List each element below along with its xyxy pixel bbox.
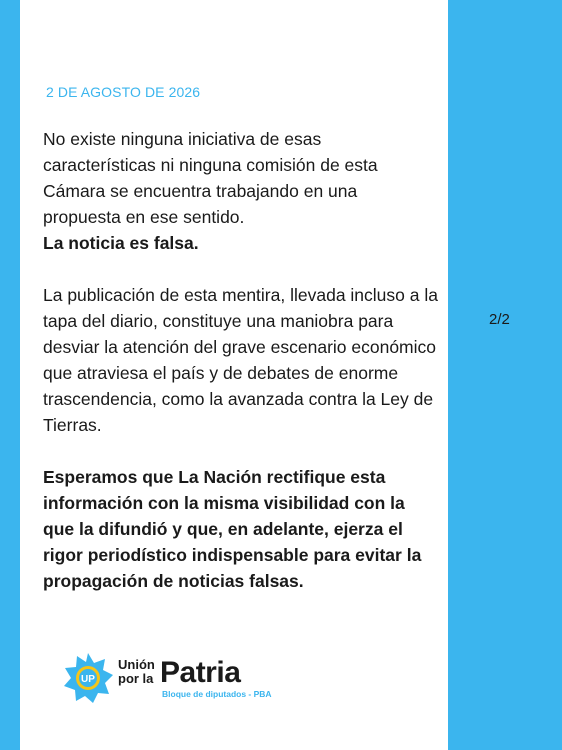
logo-line-2: por la (118, 671, 154, 686)
paragraph-1-bold: La noticia es falsa. (43, 233, 199, 253)
logo-subtitle: Bloque de diputados - PBA (162, 689, 272, 699)
paragraph-3: Esperamos que La Nación rectifique esta información con la misma visibilidad con la que la difundió y que, en adelante, ejerza el rigor periodístico indispensable para evitar la propagación de noticias falsas. (43, 467, 422, 591)
logo-name: Patria (160, 656, 241, 689)
page-indicator: 2/2 (489, 311, 510, 328)
date-label: 2 DE AGOSTO DE 2026 (46, 84, 201, 100)
logo-line-1: Unión (118, 657, 155, 672)
logo-badge-text: UP (81, 674, 95, 685)
document-page (20, 0, 448, 750)
paragraph-1: No existe ninguna iniciativa de esas características ni ninguna comisión de esta Cámara se encuentra trabajando en una propuesta en ese sentido. (43, 129, 378, 227)
union-por-la-patria-logo (62, 652, 292, 706)
statement-body (43, 126, 438, 594)
sun-star-icon (62, 652, 114, 704)
paragraph-2: La publicación de esta mentira, llevada incluso a la tapa del diario, constituye una maniobra para desviar la atención del grave escenario económico que atraviesa el país y de debates de enorme trascendencia, como la avanzada contra la Ley de Tierras. (43, 285, 438, 435)
